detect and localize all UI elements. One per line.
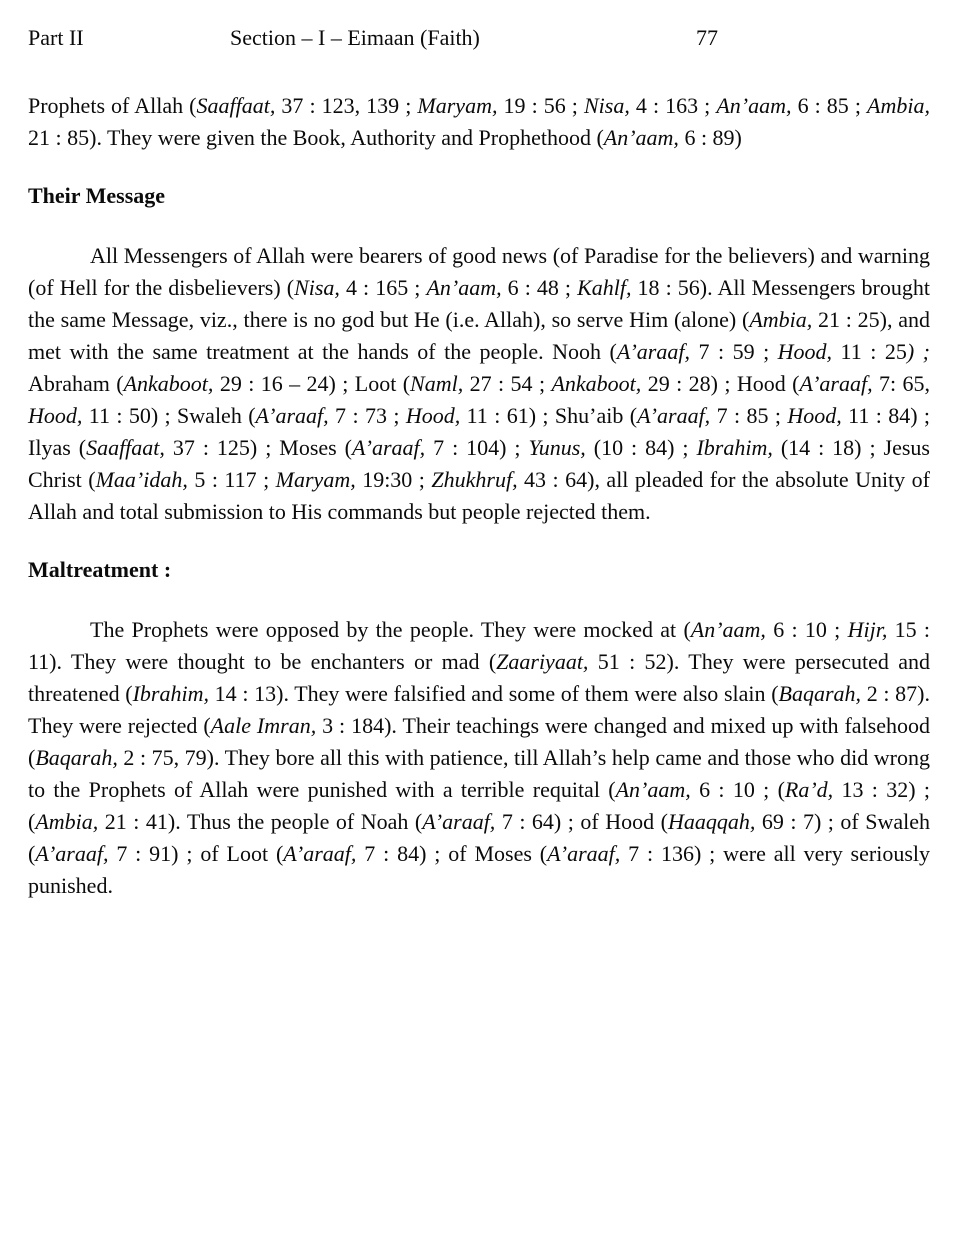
page-header <box>28 24 930 52</box>
paragraph-maltreatment: The Prophets were opposed by the people. They were mocked at (An’aam, 6 : 10 ; Hijr, 15 : 11). They were thought to be enchanters or mad (Zaariyaat, 51 : 52). They were persecuted and threatened (Ibrahim, 14 : 13). They were falsified and some of them were also slain (Baqarah, 2 : 87). They were rejected (Aale Imran, 3 : 184). Their teachings were changed and mixed up with falsehood (Baqarah, 2 : 75, 79). They bore all this with patience, till Allah’s help came and those who did wrong to the Prophets of Allah were punished with a terrible requital (An’aam, 6 : 10 ; (Ra’d, 13 : 32) ; (Ambia, 21 : 41). Thus the people of Noah (A’araaf, 7 : 64) ; of Hood (Haaqqah, 69 : 7) ; of Swaleh (A’araaf, 7 : 91) ; of Loot (A’araaf, 7 : 84) ; of Moses (A’araaf, 7 : 136) ; were all very seriously punished. <box>28 617 931 898</box>
part-label: Part II <box>28 25 84 50</box>
section-title: Section – I – Eimaan (Faith) <box>230 25 480 50</box>
heading-their-message: Their Message <box>28 183 166 208</box>
page-body <box>28 90 930 902</box>
paragraph-prophets-references: Prophets of Allah (Saaffaat, 37 : 123, 139 ; Maryam, 19 : 56 ; Nisa, 4 : 163 ; An’aam, 6 : 85 ; Ambia, 21 : 85). They were given the Book, Authority and Prophethood (An’aam, 6 : 89) <box>28 93 930 150</box>
paragraph-their-message: All Messengers of Allah were bearers of good news (of Paradise for the believers) and warning (of Hell for the disbelievers) (Nisa, 4 : 165 ; An’aam, 6 : 48 ; Kahlf, 18 : 56). All Messengers brought the same Message, viz., there is no god but He (i.e. Allah), so serve Him (alone) (Ambia, 21 : 25), and met with the same treatment at the hands of the people. Nooh (A’araaf, 7 : 59 ; Hood, 11 : 25) ; Abraham (Ankaboot, 29 : 16 – 24) ; Loot (Naml, 27 : 54 ; Ankaboot, 29 : 28) ; Hood (A’araaf, 7: 65, Hood, 11 : 50) ; Swaleh (A’araaf, 7 : 73 ; Hood, 11 : 61) ; Shu’aib (A’araaf, 7 : 85 ; Hood, 11 : 84) ; Ilyas (Saaffaat, 37 : 125) ; Moses (A’araaf, 7 : 104) ; Yunus, (10 : 84) ; Ibrahim, (14 : 18) ; Jesus Christ (Maa’idah, 5 : 117 ; Maryam, 19:30 ; Zhukhruf, 43 : 64), all pleaded for the absolute Unity of Allah and total submission to His commands but people rejected them. <box>28 243 931 524</box>
heading-maltreatment: Maltreatment : <box>28 557 172 582</box>
page-number: 77 <box>696 25 718 50</box>
